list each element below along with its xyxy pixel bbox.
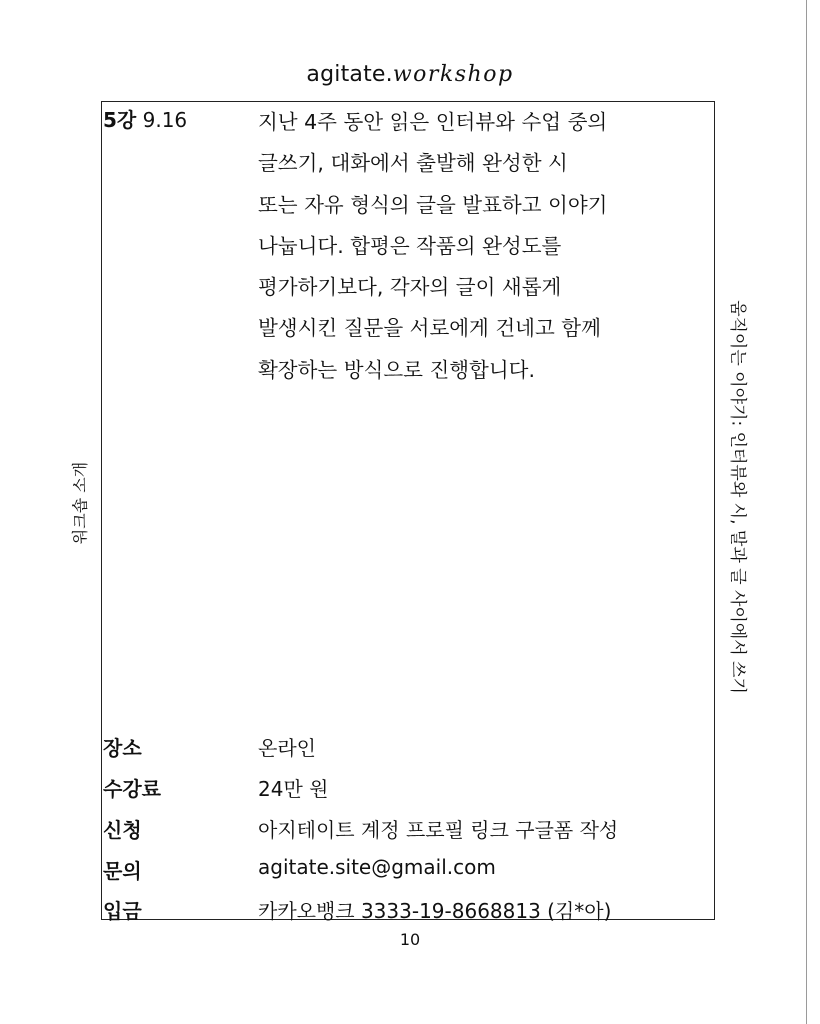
description-line: 지난 4주 동안 읽은 인터뷰와 수업 중의: [258, 110, 608, 134]
page-header: [0, 62, 820, 87]
info-value-fee: 24만 원: [258, 777, 329, 801]
description-line: 또는 자유 형식의 글을 발표하고 이야기: [258, 192, 608, 217]
info-label-fee: 수강료: [103, 777, 161, 801]
description-line: 확장하는 방식으로 진행합니다.: [258, 357, 535, 382]
info-label-location: 장소: [103, 736, 142, 760]
info-label-contact: 문의: [103, 859, 142, 883]
description-line: 글쓰기, 대화에서 출발해 완성한 시: [258, 151, 568, 176]
side-label-right: 움직이는 이야기: 인터뷰와 시, 말과 글 사이에서 쓰기: [727, 300, 748, 694]
info-value-contact: agitate.site@gmail.com: [258, 855, 496, 879]
info-value-location: 온라인: [258, 736, 316, 760]
session-number: 5강: [103, 108, 137, 132]
page-number: 10: [399, 930, 421, 949]
description-line: 나눕니다. 합평은 작품의 완성도를: [258, 233, 562, 258]
side-label-left: 워크숍 소개: [70, 461, 90, 545]
session-description: [258, 102, 698, 391]
description-line: 평가하기보다, 각자의 글이 새롭게: [258, 275, 562, 300]
info-value-payment: 카카오뱅크 3333-19-8668813 (김*아): [258, 899, 612, 923]
header-title-part1: agitate.: [306, 62, 393, 87]
info-value-apply: 아지테이트 계정 프로필 링크 구글폼 작성: [258, 818, 619, 842]
info-label-apply: 신청: [103, 818, 142, 842]
session-date: 9.16: [142, 108, 188, 132]
description-line: 발생시킨 질문을 서로에게 건네고 함께: [258, 316, 601, 341]
session-heading: [103, 104, 187, 133]
header-title-part2: workshop: [392, 62, 514, 87]
info-label-payment: 입금: [103, 899, 142, 923]
page-edge-divider: [806, 0, 807, 1024]
